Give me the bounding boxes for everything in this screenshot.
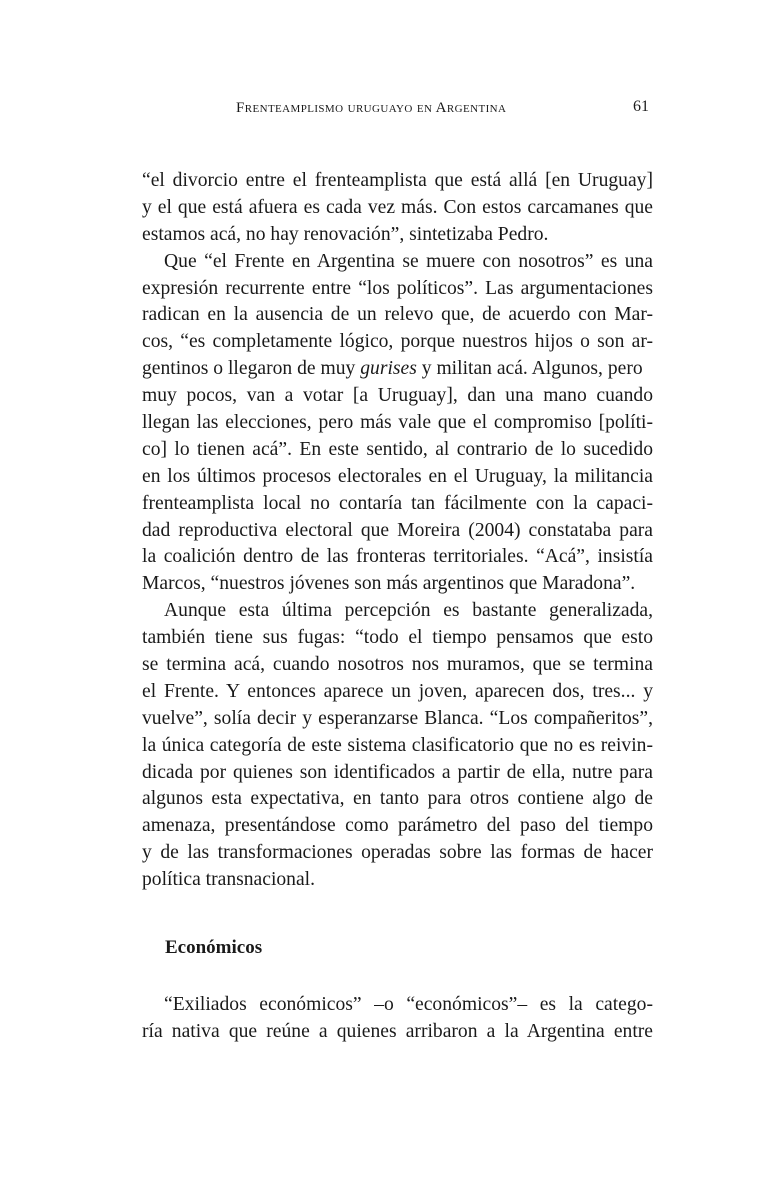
text-line: Marcos, “nuestros jóvenes son más argentinos que Maradona”.	[142, 573, 636, 595]
text-line: ría nativa que reúne a quienes arribaron a la Argentina entre	[142, 1020, 653, 1042]
text-line: se termina acá, cuando nosotros nos muramos, que se termina	[142, 654, 653, 676]
text-line: radican en la ausencia de un relevo que, de acuerdo con Mar-	[142, 304, 653, 326]
text-line: cos, “es completamente lógico, porque nuestros hijos o son ar-	[142, 331, 653, 353]
text-line: la única categoría de este sistema clasificatorio que no es reivin-	[142, 734, 653, 756]
text-line: en los últimos procesos electorales en el Uruguay, la militancia	[142, 465, 653, 487]
text-line: Que “el Frente en Argentina se muere con nosotros” es una	[164, 250, 653, 272]
section-heading: Económicos	[165, 937, 263, 958]
text-line: y de las transformaciones operadas sobre las formas de hacer	[142, 842, 653, 864]
text-line: también tiene sus fugas: “todo el tiempo pensamos que esto	[142, 627, 653, 649]
text-line: política transnacional.	[142, 869, 316, 891]
italic-word: gurises	[360, 358, 417, 380]
text-line: algunos esta expectativa, en tanto para otros contiene algo de	[142, 788, 653, 810]
text-line: vuelve”, solía decir y esperanzarse Blanca. “Los compañeritos”,	[142, 707, 653, 729]
text-line: la coalición dentro de las fronteras territoriales. “Acá”, insistía	[142, 546, 653, 568]
text-line: “Exiliados económicos” –o “económicos”– es la catego-	[164, 994, 653, 1015]
text-segment: y militan acá. Algunos, pero	[416, 358, 643, 380]
text-line: Aunque esta última percepción es bastante generalizada,	[164, 600, 653, 622]
text-line: amenaza, presentándose como parámetro del paso del tiempo	[142, 815, 653, 837]
text-line: muy pocos, van a votar [a Uruguay], dan una mano cuando	[142, 385, 653, 407]
text-line: estamos acá, no hay renovación”, sintetizaba Pedro.	[142, 223, 549, 245]
text-segment: gentinos o llegaron de muy	[142, 358, 361, 380]
page-number: 61	[633, 98, 649, 115]
text-line: expresión recurrente entre “los políticos”. Las argumentaciones	[142, 277, 653, 299]
text-line: co] lo tienen acá”. En este sentido, al contrario de lo sucedido	[142, 438, 653, 460]
text-line: llegan las elecciones, pero más vale que el compromiso [políti-	[142, 412, 653, 434]
body-text	[142, 168, 653, 894]
text-line: y el que está afuera es cada vez más. Con estos carcamanes que	[142, 196, 653, 218]
text-line: frenteamplista local no contaría tan fácilmente con la capaci-	[142, 492, 653, 514]
text-line: “el divorcio entre el frenteamplista que está allá [en Uruguay]	[142, 170, 653, 191]
text-line: el Frente. Y entonces aparece un joven, aparecen dos, tres... y	[142, 680, 653, 702]
running-head: Frenteamplismo uruguayo en Argentina	[236, 100, 507, 116]
text-line-with-italic	[142, 356, 653, 383]
text-line: dad reproductiva electoral que Moreira (2004) constataba para	[142, 519, 653, 541]
text-line: dicada por quienes son identificados a partir de ella, nutre para	[142, 761, 653, 783]
section-text	[142, 991, 653, 1045]
